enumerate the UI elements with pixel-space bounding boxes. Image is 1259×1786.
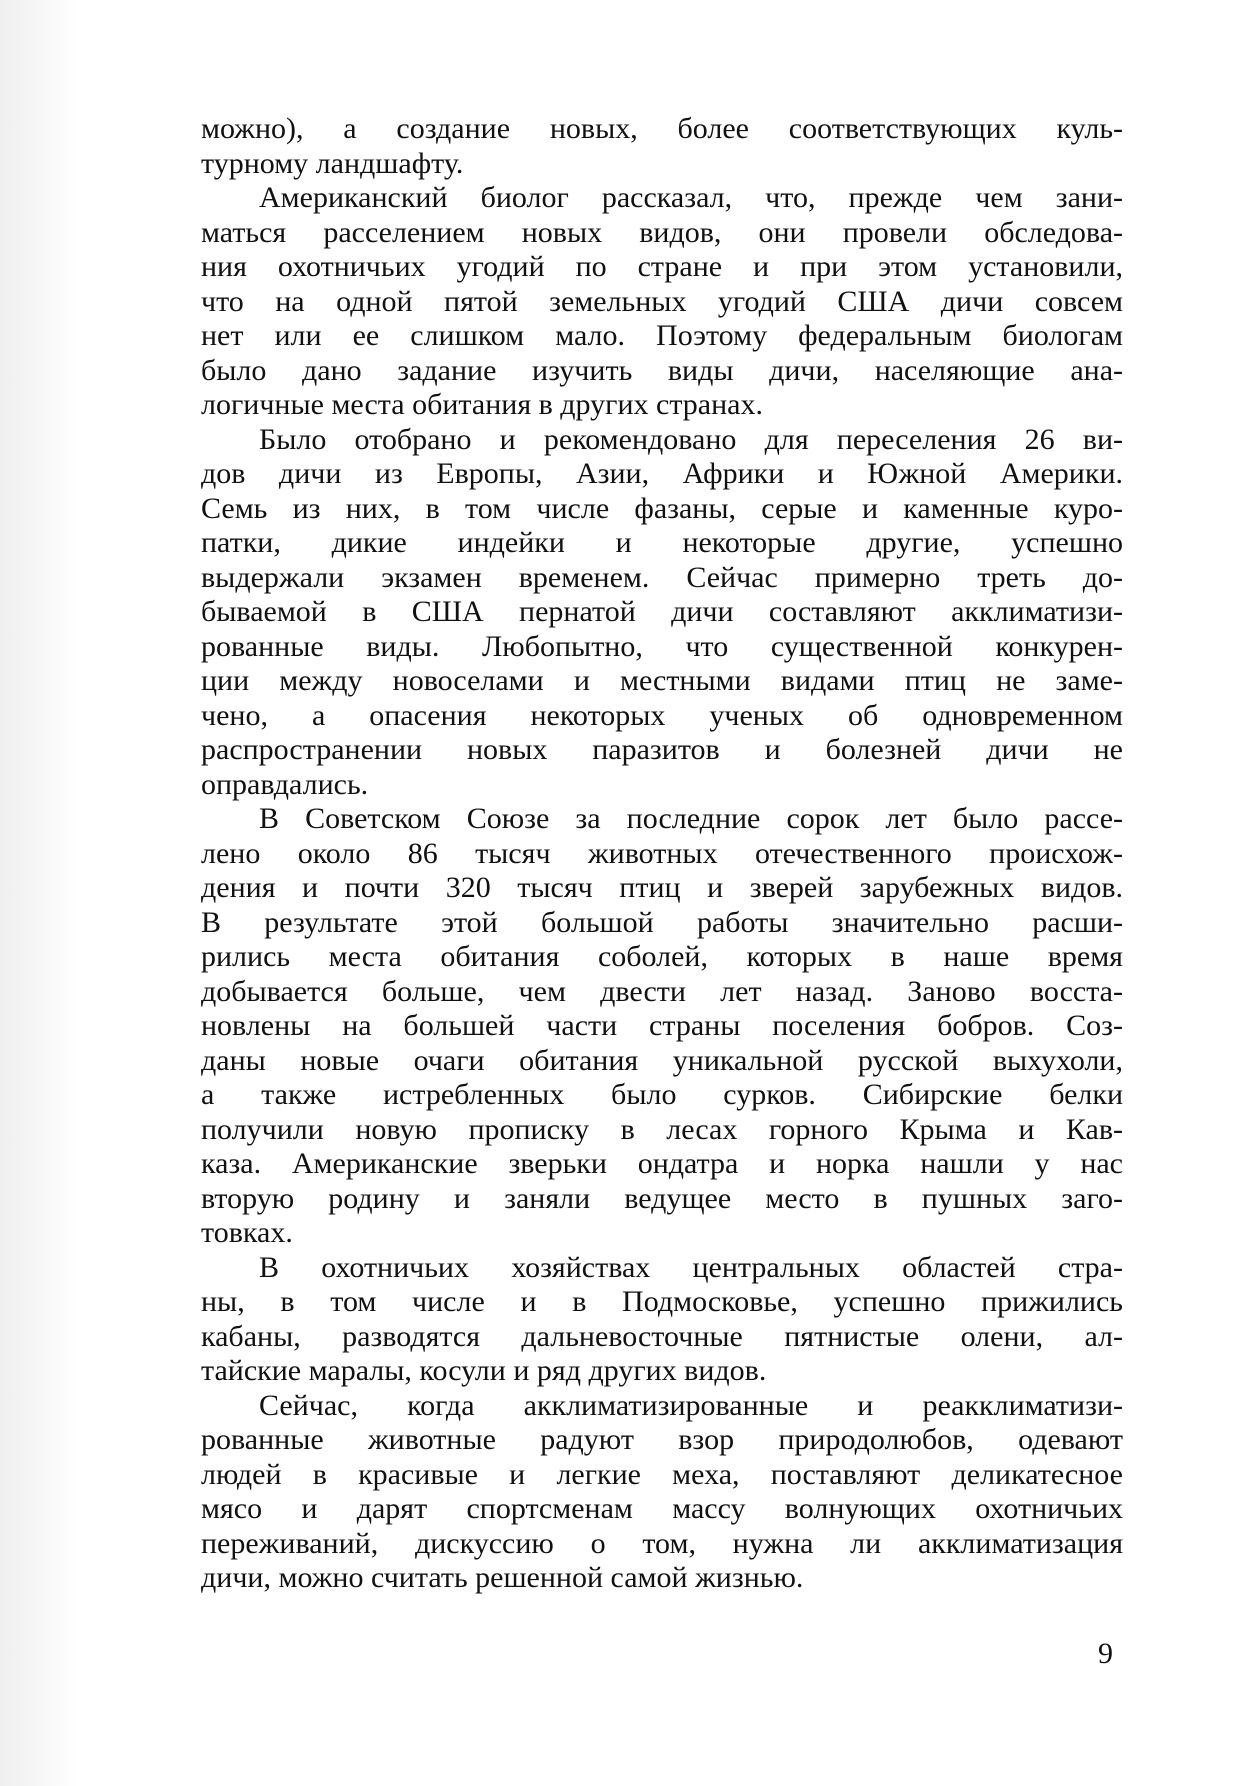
text-line: дения и почти 320 тысяч птиц и зверей зарубежных видов. — [201, 871, 1123, 904]
paragraph — [201, 802, 1123, 1251]
text-line: людей в красивые и легкие меха, поставляют деликатесное — [201, 1457, 1123, 1491]
text-line: распространении новых паразитов и болезней дичи не — [201, 733, 1123, 766]
text-line: В Советском Союзе за последние сорок лет было рассе- — [259, 802, 1123, 835]
text-line: Американский биолог рассказал, что, прежде чем зани- — [259, 181, 1123, 214]
text-line: ны, в том числе и в Подмосковье, успешно прижились — [201, 1285, 1123, 1318]
text-line: дов дичи из Европы, Азии, Африки и Южной Америки. — [201, 457, 1123, 490]
text-line: тайские маралы, косули и ряд других видов. — [201, 1354, 767, 1387]
text-line: а также истребленных было сурков. Сибирские белки — [201, 1078, 1123, 1111]
text-line: было дано задание изучить виды дичи, населяющие ана- — [201, 353, 1123, 387]
text-line: мясо и дарят спортсменам массу волнующих охотничьих — [201, 1492, 1123, 1525]
text-line: Было отобрано и рекомендовано для переселения 26 ви- — [259, 422, 1123, 456]
text-line: В результате этой большой работы значительно расши- — [201, 905, 1123, 939]
text-line: добывается больше, чем двести лет назад. Заново восста- — [201, 974, 1123, 1008]
text-line: что на одной пятой земельных угодий США дичи совсем — [201, 284, 1123, 318]
text-line: лено около 86 тысяч животных отечественного происхож- — [201, 836, 1123, 870]
text-line: маться расселением новых видов, они провели обследова- — [201, 215, 1123, 249]
page-number: 9 — [1098, 1637, 1113, 1670]
text-line: ции между новоселами и местными видами птиц не заме- — [201, 664, 1123, 697]
text-line: нет или ее слишком мало. Поэтому федеральным биологам — [201, 319, 1123, 352]
text-line: даны новые очаги обитания уникальной русской выхухоли, — [201, 1043, 1123, 1077]
text-line: дичи, можно считать решенной самой жизнью. — [201, 1561, 804, 1594]
text-line: логичные места обитания в других странах. — [201, 388, 763, 421]
paragraph — [201, 181, 1123, 423]
text-line: чено, а опасения некоторых ученых об одновременном — [201, 698, 1123, 732]
text-line: каза. Американские зверьки ондатра и норка нашли у нас — [201, 1147, 1123, 1180]
text-line: патки, дикие индейки и некоторые другие, успешно — [201, 526, 1123, 559]
text-line: рованные виды. Любопытно, что существенной конкурен- — [201, 629, 1123, 663]
text-line: ния охотничьих угодий по стране и при этом установили, — [201, 250, 1123, 283]
text-line: переживаний, дискуссию о том, нужна ли акклиматизация — [201, 1526, 1123, 1560]
text-line: товках. — [201, 1216, 293, 1249]
text-line: новлены на большей части страны поселения бобров. Соз- — [201, 1009, 1123, 1042]
text-line: выдержали экзамен временем. Сейчас примерно треть до- — [201, 560, 1123, 594]
paragraph — [201, 423, 1123, 803]
paragraph — [201, 112, 1123, 181]
text-line: бываемой в США пернатой дичи составляют акклиматизи- — [201, 595, 1123, 628]
body-text — [201, 112, 1123, 1596]
text-line: кабаны, разводятся дальневосточные пятнистые олени, ал- — [201, 1319, 1123, 1353]
text-line: можно), а создание новых, более соответствующих куль- — [201, 112, 1123, 145]
text-line: Семь из них, в том числе фазаны, серые и каменные куро- — [201, 491, 1123, 525]
text-line: оправдались. — [201, 767, 369, 801]
paragraph — [201, 1389, 1123, 1596]
text-line: турному ландшафту. — [201, 146, 464, 180]
text-line: рились места обитания соболей, которых в наше время — [201, 940, 1123, 973]
text-line: рованные животные радуют взор природолюбов, одевают — [201, 1423, 1123, 1456]
paragraph — [201, 1251, 1123, 1389]
text-line: вторую родину и заняли ведущее место в пушных заго- — [201, 1181, 1123, 1215]
text-line: Сейчас, когда акклиматизированные и реакклиматизи- — [259, 1388, 1123, 1422]
text-line: получили новую прописку в лесах горного Крыма и Кав- — [201, 1112, 1123, 1146]
page-gutter-shadow — [0, 0, 78, 1786]
text-line: В охотничьих хозяйствах центральных областей стра- — [259, 1250, 1123, 1284]
